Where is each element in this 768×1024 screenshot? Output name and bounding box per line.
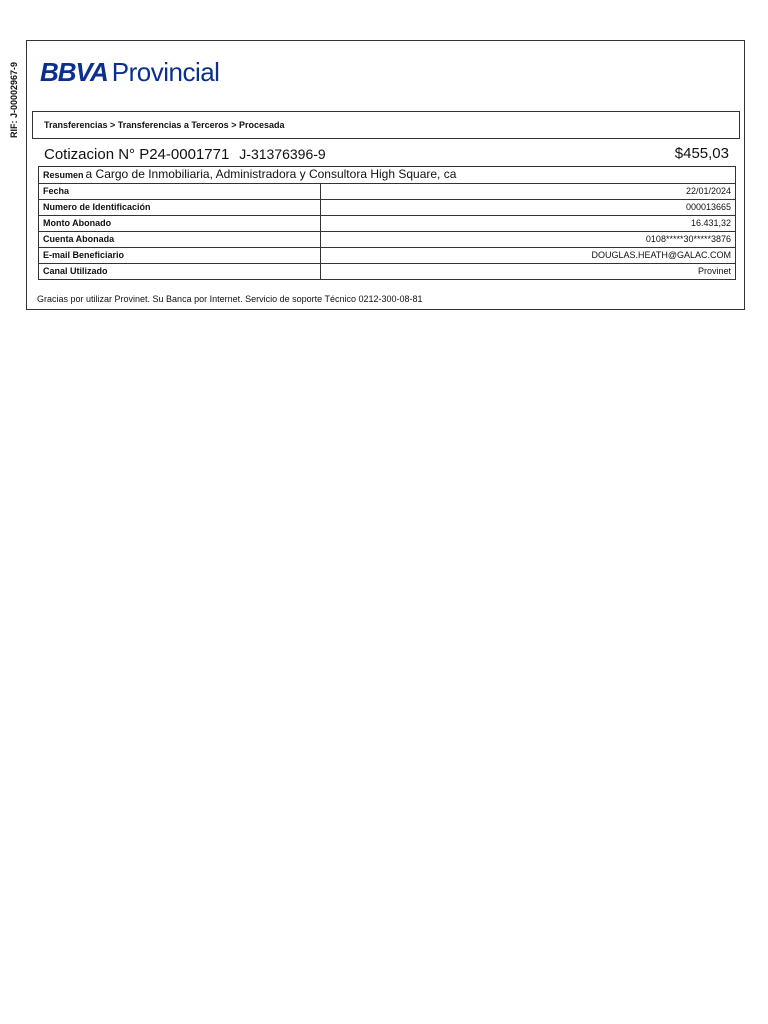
table-row (39, 264, 736, 280)
bbva-provincial-logo (40, 57, 219, 88)
row-value: Provinet (321, 264, 736, 280)
logo-provincial: Provincial (111, 57, 220, 87)
table-row (39, 232, 736, 248)
row-value: 22/01/2024 (321, 184, 736, 200)
row-label: Numero de Identificación (39, 200, 321, 216)
row-value: 16.431,32 (321, 216, 736, 232)
summary-row (39, 167, 736, 184)
quote-amount: $455,03 (674, 145, 729, 162)
footer-note: Gracias por utilizar Provinet. Su Banca por Internet. Servicio de soporte Técnico 0212-300-08-81 (37, 294, 423, 304)
summary-label: Resumen (43, 170, 84, 180)
table-row (39, 200, 736, 216)
row-label: Canal Utilizado (39, 264, 321, 280)
table-row (39, 184, 736, 200)
receipt-frame (26, 40, 745, 310)
quote-number: Cotizacion N° P24-0001771 (44, 146, 230, 163)
breadcrumb: Transferencias > Transferencias a Terceros > Procesada (32, 111, 740, 139)
row-label: Cuenta Abonada (39, 232, 321, 248)
quote-line (44, 146, 326, 163)
row-label: Fecha (39, 184, 321, 200)
row-value: 000013665 (321, 200, 736, 216)
details-table (38, 166, 736, 280)
table-row (39, 216, 736, 232)
quote-identification: J-31376396-9 (239, 146, 326, 162)
row-label: E-mail Beneficiario (39, 248, 321, 264)
summary-cell (39, 167, 736, 184)
row-label: Monto Abonado (39, 216, 321, 232)
row-value: DOUGLAS.HEATH@GALAC.COM (321, 248, 736, 264)
rif-label: RIF: J-00002967-9 (9, 61, 19, 138)
row-value: 0108*****30*****3876 (321, 232, 736, 248)
table-row (39, 248, 736, 264)
logo-bbva: BBVA (40, 57, 108, 87)
summary-text: a Cargo de Inmobiliaria, Administradora y Consultora High Square, ca (85, 167, 457, 181)
